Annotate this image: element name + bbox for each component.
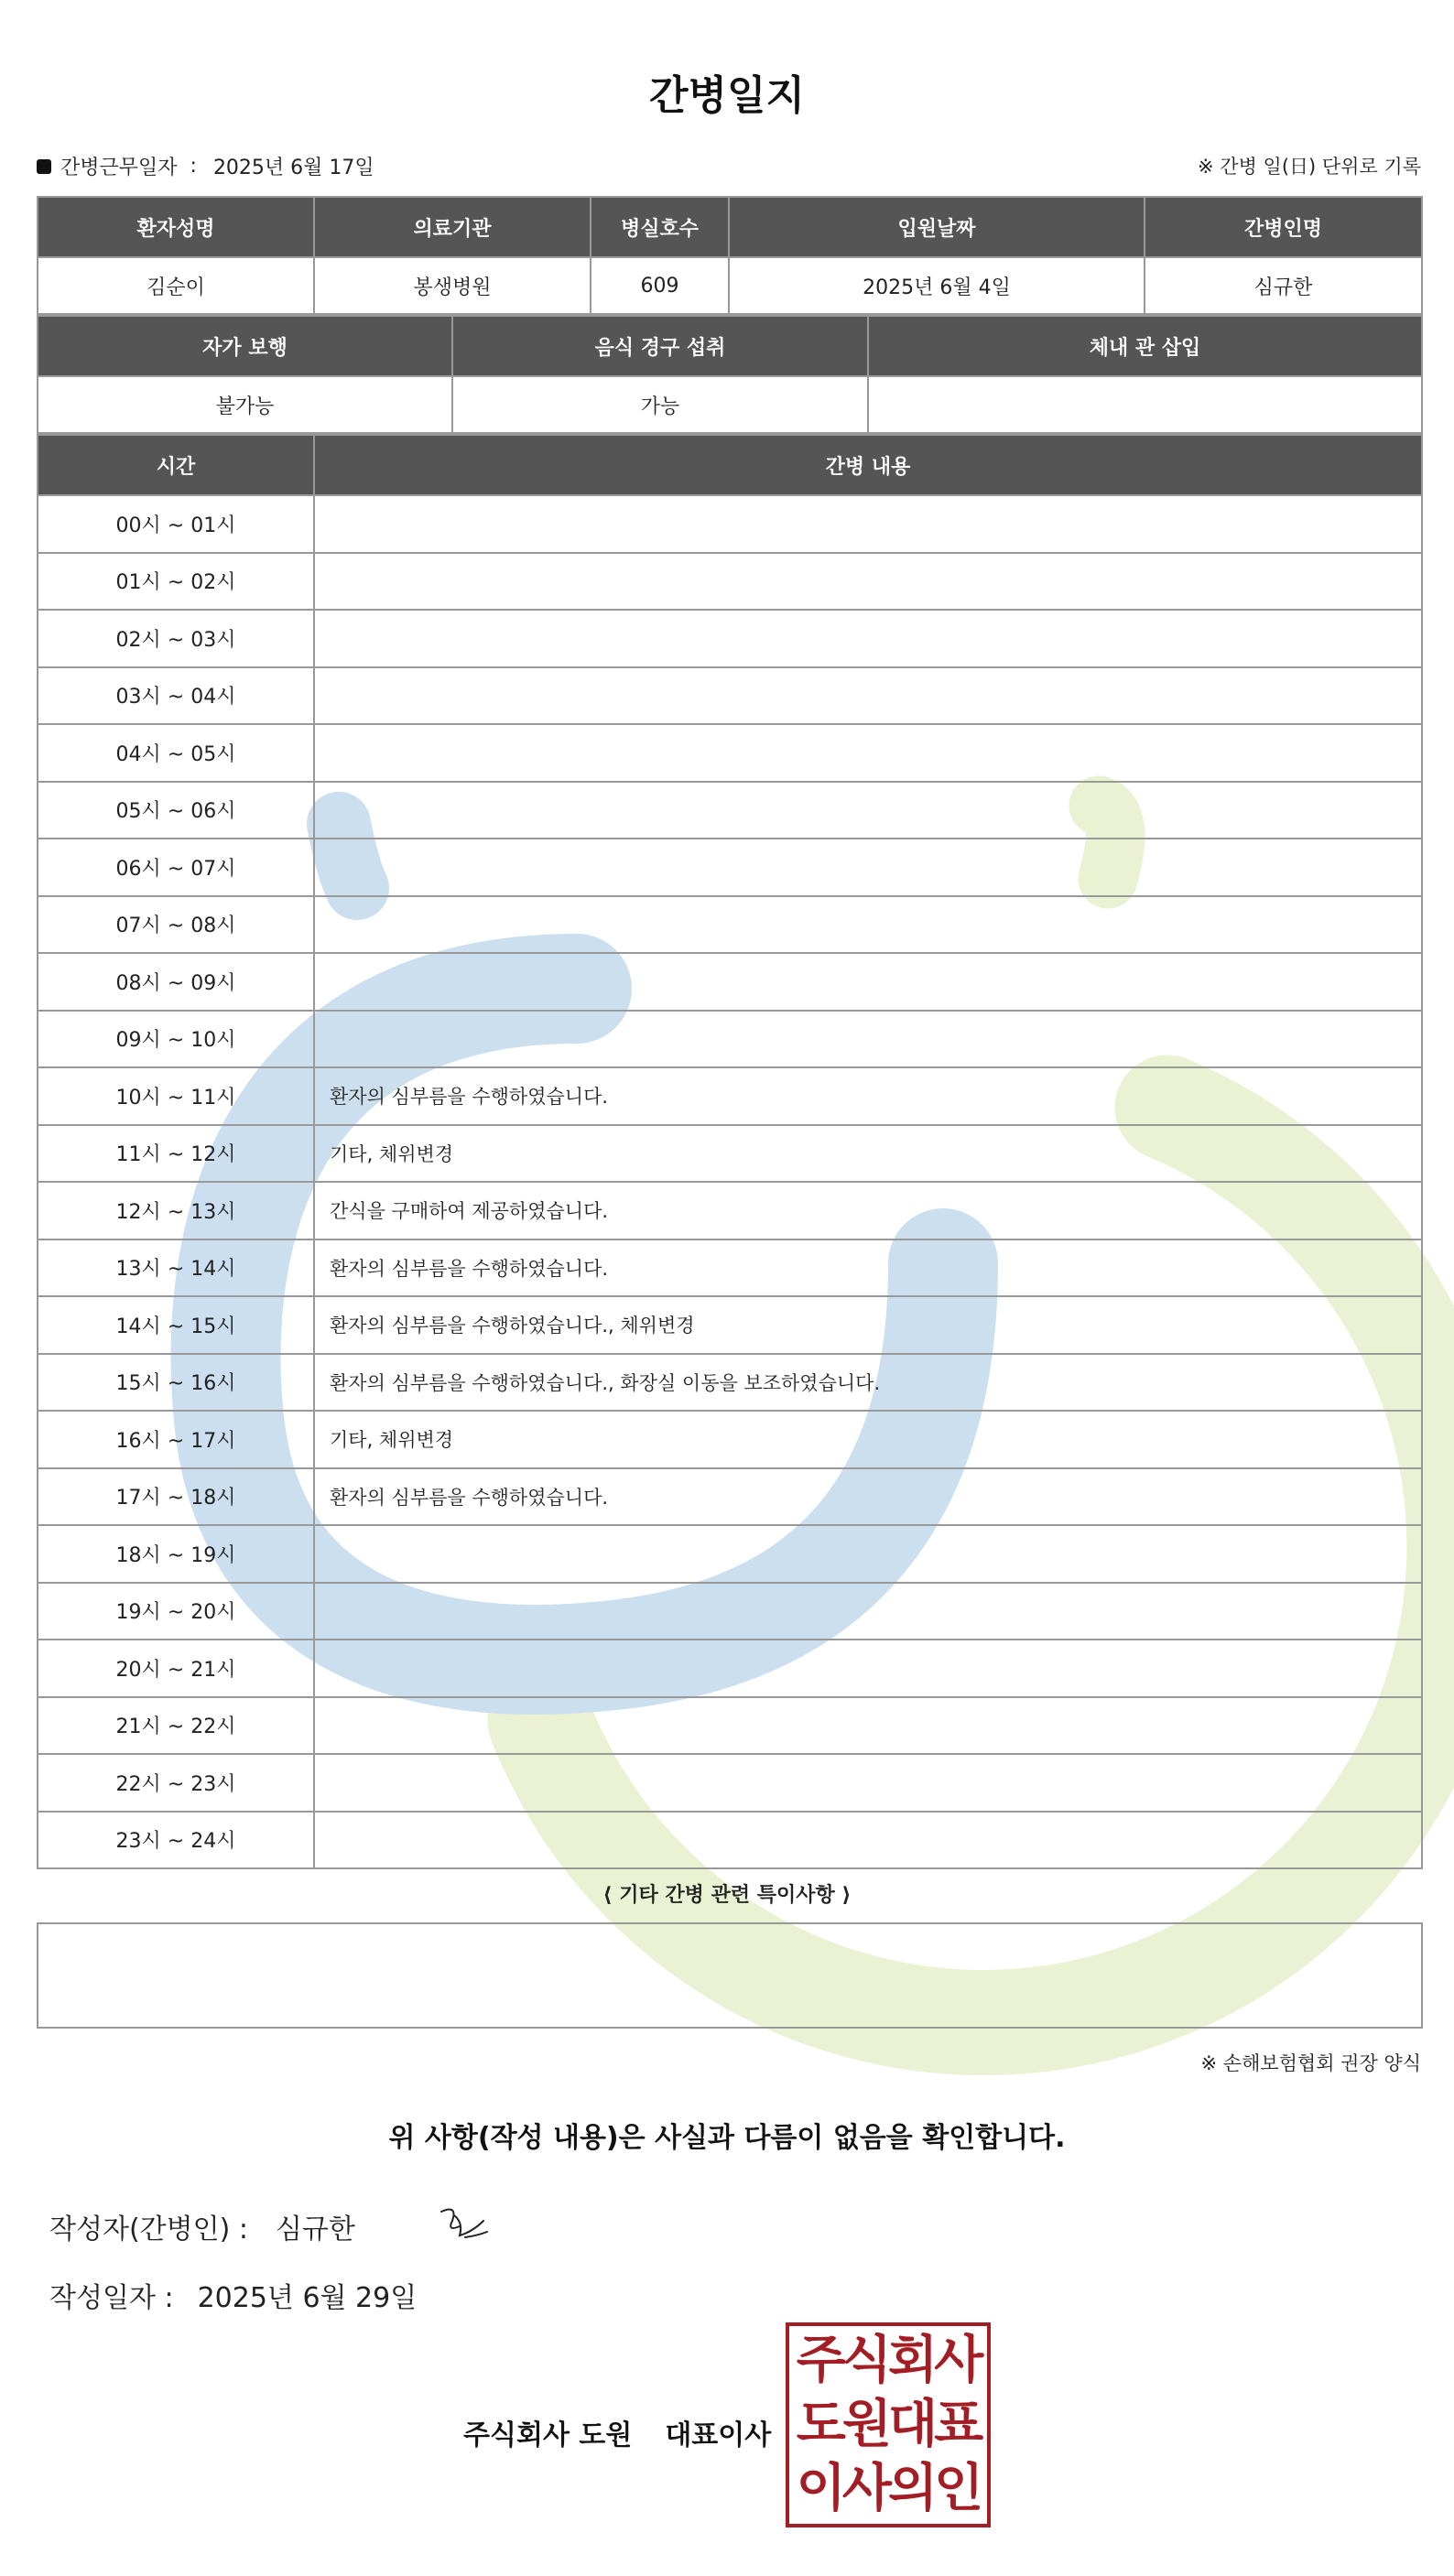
care-content: 간식을 구매하여 제공하였습니다. (314, 1182, 1422, 1239)
time-slot: 22시 ~ 23시 (38, 1754, 314, 1812)
table-row (38, 1754, 1422, 1812)
table-row (38, 1239, 1422, 1297)
table-row (38, 896, 1422, 954)
seal-line: 주식회사 (796, 2331, 981, 2390)
daily-record-note: ※ 간병 일(日) 단위로 기록 (1198, 156, 1421, 178)
table-row (38, 1182, 1422, 1239)
care-content (314, 1525, 1422, 1583)
work-date-label: 간병근무일자 (60, 157, 178, 179)
header-oral-intake: 음식 경구 섭취 (452, 316, 868, 376)
header-room-number: 병실호수 (591, 197, 729, 257)
care-content (314, 1583, 1422, 1640)
care-content (314, 1754, 1422, 1812)
time-slot: 14시 ~ 15시 (38, 1296, 314, 1354)
page-title: 간병일지 (648, 72, 805, 119)
care-content: 환자의 심부름을 수행하였습니다. (314, 1468, 1422, 1526)
header-care-content: 간병 내용 (314, 435, 1422, 495)
patient-name: 김순이 (38, 257, 314, 314)
admission-date: 2025년 6월 4일 (729, 257, 1145, 314)
time-slot: 15시 ~ 16시 (38, 1354, 314, 1412)
confirmation-statement: 위 사항(작성 내용)은 사실과 다름이 없음을 확인합니다. (388, 2122, 1066, 2154)
handwritten-signature (432, 2195, 496, 2250)
table-row (38, 610, 1422, 667)
time-slot: 06시 ~ 07시 (38, 839, 314, 896)
table-row (38, 1697, 1422, 1755)
time-slot: 09시 ~ 10시 (38, 1011, 314, 1068)
care-log-table (37, 434, 1423, 1869)
time-slot: 11시 ~ 12시 (38, 1125, 314, 1183)
work-date-value: 2025년 6월 17일 (212, 157, 374, 179)
oral-intake-value: 가능 (452, 376, 868, 433)
caregiver-name: 심규한 (1145, 257, 1422, 314)
table-row (38, 724, 1422, 782)
care-content (314, 610, 1422, 667)
table-row (38, 1640, 1422, 1697)
work-date-separator: : (190, 155, 197, 178)
bullet-icon (37, 159, 51, 174)
care-content (314, 1697, 1422, 1755)
time-slot: 05시 ~ 06시 (38, 782, 314, 839)
company-signature (463, 2412, 771, 2452)
work-date (37, 152, 374, 180)
time-slot: 13시 ~ 14시 (38, 1239, 314, 1297)
header-tube-insertion: 체내 관 삽입 (868, 316, 1422, 376)
table-row (38, 1354, 1422, 1412)
table-row (38, 1468, 1422, 1526)
table-row (38, 1812, 1422, 1869)
care-content (314, 495, 1422, 553)
writer-name: 심규한 (275, 2213, 355, 2246)
room-number: 609 (591, 257, 729, 314)
table-row (38, 1067, 1422, 1125)
time-slot: 17시 ~ 18시 (38, 1468, 314, 1526)
care-content: 환자의 심부름을 수행하였습니다. (314, 1239, 1422, 1297)
table-row (38, 1411, 1422, 1468)
table-row (38, 553, 1422, 611)
special-notes-title: ⟨ 기타 간병 관련 특이사항 ⟩ (602, 1884, 852, 1907)
header-patient-name: 환자성명 (38, 197, 314, 257)
header-self-walking: 자가 보행 (38, 316, 452, 376)
company-seal (786, 2322, 991, 2527)
time-slot: 12시 ~ 13시 (38, 1182, 314, 1239)
patient-info-table (37, 196, 1423, 315)
care-content: 환자의 심부름을 수행하였습니다., 체위변경 (314, 1296, 1422, 1354)
patient-status-table (37, 315, 1423, 434)
time-slot: 18시 ~ 19시 (38, 1525, 314, 1583)
care-content (314, 1812, 1422, 1869)
company-name: 주식회사 도원 (463, 2419, 633, 2452)
care-content (314, 839, 1422, 896)
time-slot: 02시 ~ 03시 (38, 610, 314, 667)
writer-label: 작성자(간병인) : (49, 2213, 248, 2246)
care-content (314, 724, 1422, 782)
written-date-value: 2025년 6월 29일 (197, 2282, 418, 2314)
seal-line: 이사의인 (796, 2459, 981, 2518)
care-content (314, 1640, 1422, 1697)
care-content: 환자의 심부름을 수행하였습니다., 화장실 이동을 보조하였습니다. (314, 1354, 1422, 1412)
table-row (38, 1011, 1422, 1068)
care-content: 기타, 체위변경 (314, 1125, 1422, 1183)
table-row (38, 839, 1422, 896)
care-content (314, 953, 1422, 1011)
header-admission-date: 입원날짜 (729, 197, 1145, 257)
hospital-name: 봉생병원 (314, 257, 591, 314)
table-row (38, 495, 1422, 553)
time-slot: 23시 ~ 24시 (38, 1812, 314, 1869)
time-slot: 03시 ~ 04시 (38, 667, 314, 725)
time-slot: 00시 ~ 01시 (38, 495, 314, 553)
table-row (38, 1125, 1422, 1183)
special-notes-box (37, 1922, 1423, 2029)
written-date-label: 작성일자 : (49, 2282, 174, 2314)
time-slot: 20시 ~ 21시 (38, 1640, 314, 1697)
self-walking-value: 불가능 (38, 376, 452, 433)
time-slot: 04시 ~ 05시 (38, 724, 314, 782)
time-slot: 07시 ~ 08시 (38, 896, 314, 954)
table-row (38, 953, 1422, 1011)
tube-insertion-value (868, 376, 1422, 433)
table-row (38, 1583, 1422, 1640)
care-content (314, 553, 1422, 611)
time-slot: 21시 ~ 22시 (38, 1697, 314, 1755)
time-slot: 10시 ~ 11시 (38, 1067, 314, 1125)
care-content (314, 896, 1422, 954)
care-content (314, 1011, 1422, 1068)
written-date-line (49, 2275, 417, 2315)
table-row (38, 1296, 1422, 1354)
writer-line (49, 2206, 355, 2246)
care-content: 환자의 심부름을 수행하였습니다. (314, 1067, 1422, 1125)
recommended-form-note: ※ 손해보험협회 권장 양식 (1200, 2052, 1421, 2074)
company-title: 대표이사 (665, 2419, 772, 2452)
time-slot: 16시 ~ 17시 (38, 1411, 314, 1468)
seal-line: 도원대표 (796, 2395, 981, 2454)
table-row (38, 782, 1422, 839)
care-content: 기타, 체위변경 (314, 1411, 1422, 1468)
time-slot: 19시 ~ 20시 (38, 1583, 314, 1640)
care-content (314, 782, 1422, 839)
table-row (38, 667, 1422, 725)
table-row (38, 1525, 1422, 1583)
care-content (314, 667, 1422, 725)
header-hospital: 의료기관 (314, 197, 591, 257)
time-slot: 08시 ~ 09시 (38, 953, 314, 1011)
header-time: 시간 (38, 435, 314, 495)
header-caregiver-name: 간병인명 (1145, 197, 1422, 257)
time-slot: 01시 ~ 02시 (38, 553, 314, 611)
